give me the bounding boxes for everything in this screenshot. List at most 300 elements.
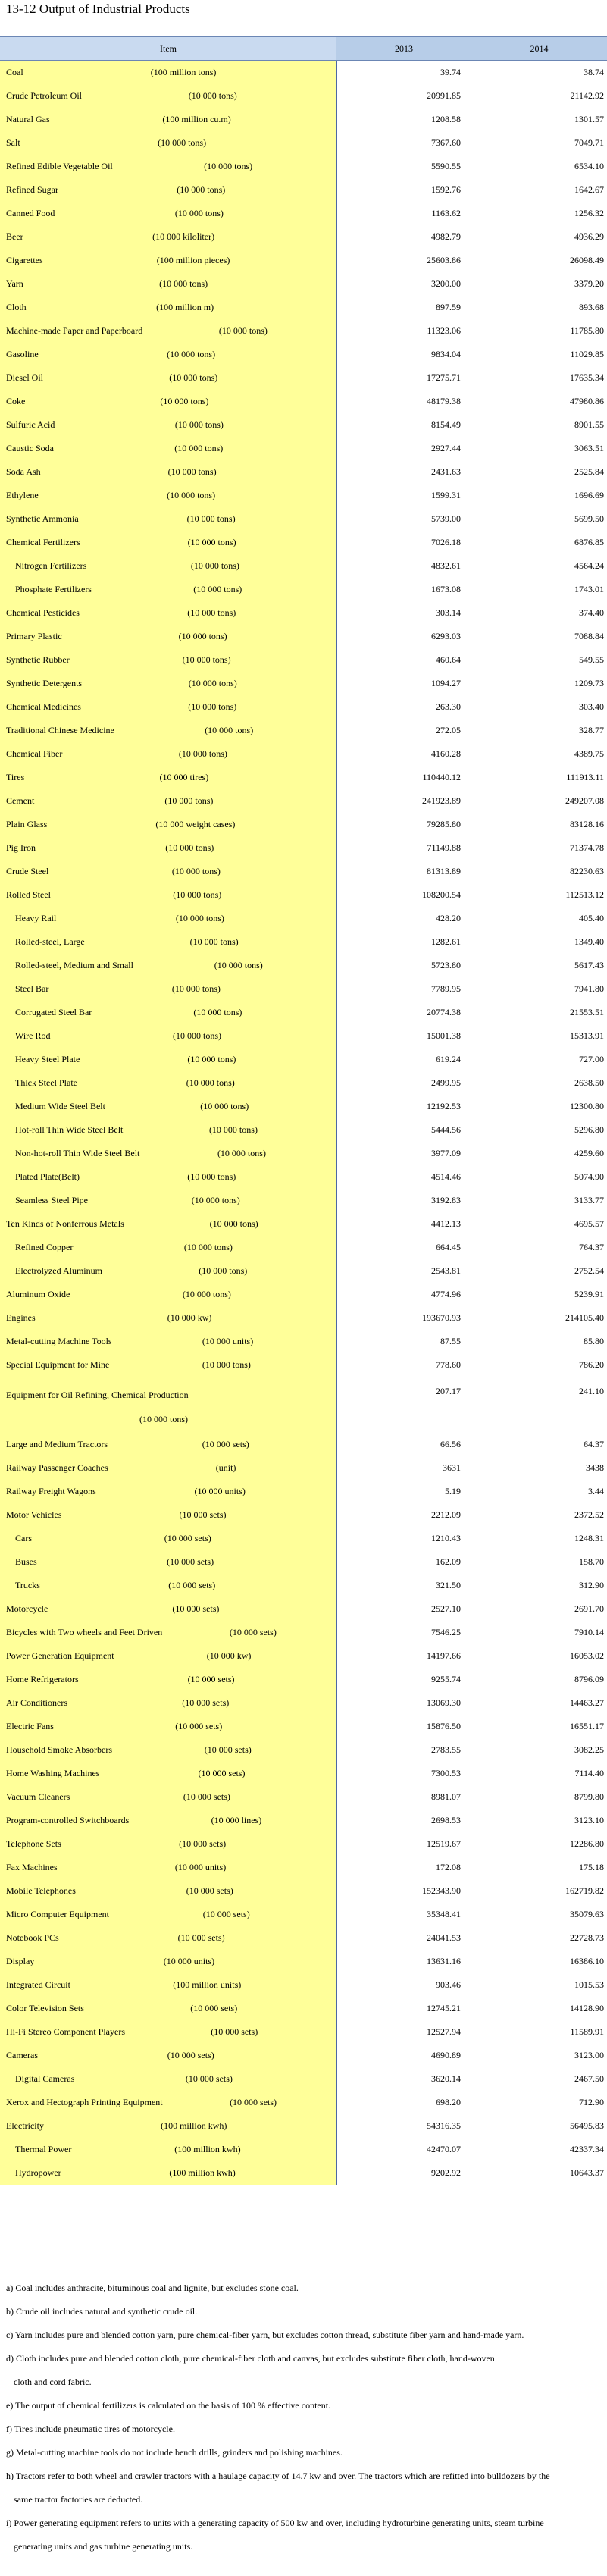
item-name: Refined Sugar (6, 184, 58, 195)
value-2013: 303.14 (436, 607, 461, 618)
item-unit: (10 000 sets) (182, 1697, 230, 1708)
value-2013: 619.24 (436, 1054, 461, 1064)
item-name: Cement (6, 795, 35, 806)
table-row (0, 742, 607, 766)
value-2013: 5.19 (445, 1486, 461, 1496)
value-2013: 20991.85 (427, 90, 461, 101)
table-row (0, 202, 607, 225)
item-name: Motorcycle (6, 1603, 48, 1614)
item-name: Display (6, 1956, 35, 1966)
item-name: Phosphate Fertilizers (15, 584, 92, 594)
value-2014: 727.00 (579, 1054, 604, 1064)
value-2014: 4695.57 (574, 1218, 604, 1229)
item-cell (0, 742, 336, 766)
footnote-continuation: cloth and cord fabric. (14, 2377, 92, 2387)
item-cell (0, 672, 336, 695)
item-cell (0, 390, 336, 413)
table-row (0, 1024, 607, 1048)
footnote (6, 2512, 601, 2559)
value-2013: 71149.88 (427, 842, 461, 853)
value-2013: 48179.38 (427, 396, 461, 406)
item-unit: (100 million kwh) (161, 2120, 227, 2131)
item-unit: (10 000 sets) (202, 1439, 249, 1449)
value-2013: 5590.55 (431, 161, 461, 171)
table-row (0, 390, 607, 413)
table-row (0, 648, 607, 672)
item-cell (0, 1377, 336, 1433)
value-2013: 778.60 (436, 1359, 461, 1370)
value-2014: 26098.49 (570, 255, 604, 265)
item-cell (0, 1926, 336, 1950)
item-name: Corrugated Steel Bar (15, 1007, 92, 1017)
footnote (6, 2418, 601, 2441)
item-name: Tires (6, 772, 25, 782)
value-2013: 9202.92 (431, 2167, 461, 2178)
item-cell (0, 1095, 336, 1118)
value-2014: 2372.52 (574, 1509, 604, 1520)
value-2014: 71374.78 (570, 842, 604, 853)
value-2013: 1282.61 (431, 936, 461, 947)
value-2013: 193670.93 (422, 1312, 461, 1323)
item-unit: (unit) (215, 1462, 236, 1473)
item-cell (0, 1189, 336, 1212)
item-unit: (100 million cu.m) (162, 114, 231, 124)
item-cell (0, 789, 336, 813)
item-unit: (10 000 sets) (177, 1932, 225, 1943)
table-row (0, 836, 607, 860)
value-2014: 14128.90 (570, 2003, 604, 2013)
item-name: Nitrogen Fertilizers (15, 560, 87, 571)
item-name: Power Generation Equipment (6, 1650, 114, 1661)
table-row (0, 1212, 607, 1236)
footnote-text: i) Power generating equipment refers to units with a generating capacity of 500 kw and over, including hydroturbine generating units, steam turbine (6, 2518, 544, 2528)
table-row (0, 343, 607, 366)
value-2013: 897.59 (436, 302, 461, 312)
item-name: Coal (6, 67, 23, 77)
item-unit: (10 000 tons) (183, 1242, 233, 1252)
value-2014: 42337.34 (570, 2144, 604, 2155)
value-2014: 3082.25 (574, 1744, 604, 1755)
value-2014: 21142.92 (570, 90, 604, 101)
value-2014: 5296.80 (574, 1124, 604, 1135)
item-name: Home Washing Machines (6, 1768, 100, 1778)
item-name: Synthetic Detergents (6, 678, 83, 688)
item-name: Chemical Medicines (6, 701, 81, 712)
item-unit: (10 000 sets) (183, 1791, 230, 1802)
value-2014: 22728.73 (570, 1932, 604, 1943)
item-unit: (10 000 tons) (177, 184, 226, 195)
item-name: Wire Rod (15, 1030, 51, 1041)
item-cell (0, 860, 336, 883)
table-row (0, 1353, 607, 1377)
table-row (0, 1071, 607, 1095)
item-cell (0, 1903, 336, 1926)
item-name: Non-hot-roll Thin Wide Steel Belt (15, 1148, 140, 1158)
item-cell (0, 554, 336, 578)
value-2013: 12745.21 (427, 2003, 461, 2013)
item-unit: (10 000 sets) (190, 2003, 238, 2013)
item-unit: (10 000 kiloliter) (152, 231, 215, 242)
value-2013: 460.64 (436, 654, 461, 665)
value-2014: 3123.10 (574, 1815, 604, 1825)
value-2014: 3438 (586, 1462, 604, 1473)
table-row (0, 2114, 607, 2138)
table-row (0, 1095, 607, 1118)
value-2014: 7088.84 (574, 631, 604, 641)
value-2014: 214105.40 (565, 1312, 604, 1323)
value-2013: 3631 (443, 1462, 461, 1473)
item-cell (0, 460, 336, 484)
table-row (0, 1189, 607, 1212)
value-2013: 12527.94 (427, 2026, 461, 2037)
table-row (0, 672, 607, 695)
item-name: Bicycles with Two wheels and Feet Driven (6, 1627, 163, 1637)
item-unit: (10 000 tons) (193, 1007, 242, 1017)
item-cell (0, 366, 336, 390)
value-2013: 4412.13 (431, 1218, 461, 1229)
value-2013: 428.20 (436, 913, 461, 923)
value-2014: 712.90 (579, 2097, 604, 2107)
value-2013: 3977.09 (431, 1148, 461, 1158)
footnote (6, 2347, 601, 2394)
value-2013: 2212.09 (431, 1509, 461, 1520)
item-unit: (10 000 tons) (205, 725, 254, 735)
value-2013: 3200.00 (431, 278, 461, 289)
table-row (0, 460, 607, 484)
item-unit: (10 000 tons) (188, 90, 237, 101)
item-name: Color Television Sets (6, 2003, 84, 2013)
value-2014: 241.10 (579, 1386, 604, 1396)
value-2014: 11589.91 (570, 2026, 604, 2037)
item-unit: (10 000 sets) (230, 2097, 277, 2107)
value-2013: 15876.50 (427, 1721, 461, 1731)
item-unit: (10 000 tons) (178, 748, 227, 759)
item-unit: (10 000 sets) (164, 1533, 211, 1543)
item-unit: (10 000 units) (174, 1862, 227, 1872)
value-2014: 83128.16 (570, 819, 604, 829)
item-cell (0, 2161, 336, 2185)
item-name: Canned Food (6, 208, 55, 218)
item-unit: (10 000 tons) (174, 419, 224, 430)
value-2013: 2499.95 (431, 1077, 461, 1088)
item-name: Rolled-steel, Medium and Small (15, 960, 133, 970)
table-row (0, 272, 607, 296)
item-name: Plain Glass (6, 819, 48, 829)
item-unit: (10 000 tons) (182, 654, 231, 665)
item-cell (0, 648, 336, 672)
table-row (0, 977, 607, 1001)
item-cell (0, 930, 336, 954)
item-cell (0, 1071, 336, 1095)
item-name: Fax Machines (6, 1862, 58, 1872)
table-row (0, 1903, 607, 1926)
item-unit: (10 000 tires) (159, 772, 209, 782)
value-2013: 698.20 (436, 2097, 461, 2107)
footnote-text: c) Yarn includes pure and blended cotton yarn, pure chemical-fiber yarn, but excludes cotton thread, substitute fiber yarn and hand-made yarn. (6, 2330, 524, 2340)
item-unit: (10 000 lines) (211, 1815, 262, 1825)
value-2014: 249207.08 (565, 795, 604, 806)
value-2013: 4690.89 (431, 2050, 461, 2060)
item-unit: (10 000 tons) (173, 889, 222, 900)
value-2014: 5699.50 (574, 513, 604, 524)
footnote-text: e) The output of chemical fertilizers is calculated on the basis of 100 % effective content. (6, 2400, 331, 2411)
item-cell (0, 413, 336, 437)
item-cell (0, 1024, 336, 1048)
value-2014: 3063.51 (574, 443, 604, 453)
item-name: Chemical Fertilizers (6, 537, 80, 547)
value-2014: 5074.90 (574, 1171, 604, 1182)
item-unit: (10 000 sets) (179, 1838, 227, 1849)
value-2014: 4936.29 (574, 231, 604, 242)
item-cell (0, 2114, 336, 2138)
table-row (0, 2044, 607, 2067)
table-header-row (0, 37, 607, 61)
table-row (0, 695, 607, 719)
item-name: Chemical Fiber (6, 748, 63, 759)
table-row (0, 813, 607, 836)
item-cell (0, 2020, 336, 2044)
value-2013: 3620.14 (431, 2073, 461, 2084)
item-unit: (10 000 tons) (189, 936, 239, 947)
page-title: 13-12 Output of Industrial Products (6, 2, 190, 16)
item-cell (0, 1048, 336, 1071)
item-cell (0, 1527, 336, 1550)
item-cell (0, 1738, 336, 1762)
item-cell (0, 1997, 336, 2020)
value-2013: 8154.49 (431, 419, 461, 430)
item-cell (0, 578, 336, 601)
item-name: Synthetic Ammonia (6, 513, 79, 524)
item-unit: (10 000 sets) (167, 1556, 214, 1567)
table-row (0, 625, 607, 648)
value-2014: 8901.55 (574, 419, 604, 430)
item-name: Buses (15, 1556, 37, 1567)
item-unit: (10 000 sets) (211, 2026, 258, 2037)
item-unit: (10 000 tons) (139, 1414, 188, 1424)
footnote-text: g) Metal-cutting machine tools do not include bench drills, grinders and polishing machines. (6, 2447, 343, 2458)
table-row (0, 178, 607, 202)
value-2014: 2525.84 (574, 466, 604, 477)
table-row (0, 413, 607, 437)
item-unit: (10 000 tons) (169, 372, 218, 383)
footnote (6, 2465, 601, 2512)
value-2014: 8796.09 (574, 1674, 604, 1684)
value-2013: 110440.12 (422, 772, 461, 782)
item-cell (0, 766, 336, 789)
table-row (0, 789, 607, 813)
item-cell (0, 719, 336, 742)
value-2014: 85.80 (584, 1336, 604, 1346)
value-2013: 1599.31 (431, 490, 461, 500)
item-cell (0, 1691, 336, 1715)
value-2013: 2927.44 (431, 443, 461, 453)
value-2013: 321.50 (436, 1580, 461, 1590)
item-name: Railway Freight Wagons (6, 1486, 96, 1496)
item-name: Yarn (6, 278, 23, 289)
item-name: Ethylene (6, 490, 39, 500)
output-table-container (0, 36, 607, 2185)
item-unit: (10 000 tons) (217, 1148, 266, 1158)
value-2014: 7910.14 (574, 1627, 604, 1637)
value-2014: 16053.02 (570, 1650, 604, 1661)
value-2014: 312.90 (579, 1580, 604, 1590)
item-unit: (10 000 sets) (172, 1603, 220, 1614)
value-2013: 2431.63 (431, 466, 461, 477)
item-unit: (10 000 units) (194, 1486, 246, 1496)
value-2013: 12519.67 (427, 1838, 461, 1849)
item-name: Cloth (6, 302, 27, 312)
item-name: Natural Gas (6, 114, 50, 124)
value-2013: 1094.27 (431, 678, 461, 688)
item-name: Household Smoke Absorbers (6, 1744, 112, 1755)
item-unit: (10 000 units) (202, 1336, 254, 1346)
table-row (0, 1856, 607, 1879)
value-2014: 5617.43 (574, 960, 604, 970)
item-cell (0, 1950, 336, 1973)
item-cell (0, 1283, 336, 1306)
table-row (0, 954, 607, 977)
value-2014: 3379.20 (574, 278, 604, 289)
item-name: Rolled-steel, Large (15, 936, 85, 947)
value-2014: 3133.77 (574, 1195, 604, 1205)
item-unit: (10 000 tons) (187, 1054, 236, 1064)
item-cell (0, 1550, 336, 1574)
item-name: Large and Medium Tractors (6, 1439, 108, 1449)
item-cell (0, 131, 336, 155)
value-2014: 1349.40 (574, 936, 604, 947)
item-name: Crude Petroleum Oil (6, 90, 82, 101)
value-2014: 1248.31 (574, 1533, 604, 1543)
value-2013: 9834.04 (431, 349, 461, 359)
item-cell (0, 1715, 336, 1738)
value-2014: 1696.69 (574, 490, 604, 500)
table-row (0, 554, 607, 578)
item-unit: (10 000 tons) (167, 349, 216, 359)
item-unit: (10 000 tons) (199, 1265, 248, 1276)
item-unit: (10 000 tons) (160, 396, 209, 406)
item-name: Heavy Rail (15, 913, 57, 923)
item-cell (0, 343, 336, 366)
item-name: Telephone Sets (6, 1838, 61, 1849)
item-unit: (10 000 weight cases) (155, 819, 236, 829)
value-2014: 16551.17 (570, 1721, 604, 1731)
value-2014: 56495.83 (570, 2120, 604, 2131)
value-2014: 4259.60 (574, 1148, 604, 1158)
item-unit: (10 000 tons) (178, 631, 227, 641)
item-cell (0, 296, 336, 319)
item-cell (0, 202, 336, 225)
item-unit: (10 000 sets) (185, 2073, 233, 2084)
value-2014: 8799.80 (574, 1791, 604, 1802)
value-2013: 42470.07 (427, 2144, 461, 2155)
value-2013: 2527.10 (431, 1603, 461, 1614)
item-unit: (100 million pieces) (156, 255, 230, 265)
value-2013: 12192.53 (427, 1101, 461, 1111)
value-2014: 35079.63 (570, 1909, 604, 1919)
item-name: Seamless Steel Pipe (15, 1195, 88, 1205)
item-name: Air Conditioners (6, 1697, 67, 1708)
item-cell (0, 625, 336, 648)
value-2014: 4564.24 (574, 560, 604, 571)
table-row (0, 1762, 607, 1785)
table-row (0, 1668, 607, 1691)
value-2014: 64.37 (584, 1439, 604, 1449)
value-2014: 1015.53 (574, 1979, 604, 1990)
footnotes (6, 2277, 601, 2559)
value-2013: 2543.81 (431, 1265, 461, 1276)
item-name: Thermal Power (15, 2144, 72, 2155)
item-name: Rolled Steel (6, 889, 51, 900)
item-cell (0, 1456, 336, 1480)
item-cell (0, 1259, 336, 1283)
value-2014: 6876.85 (574, 537, 604, 547)
footnote-continuation: same tractor factories are deducted. (14, 2494, 143, 2505)
value-2014: 10643.37 (570, 2167, 604, 2178)
value-2013: 35348.41 (427, 1909, 461, 1919)
table-row (0, 1259, 607, 1283)
table-row (0, 296, 607, 319)
value-2014: 14463.27 (570, 1697, 604, 1708)
item-unit: (10 000 tons) (167, 466, 217, 477)
value-2013: 1210.43 (431, 1533, 461, 1543)
item-name: Electricity (6, 2120, 44, 2131)
item-name: Home Refrigerators (6, 1674, 79, 1684)
value-2013: 8981.07 (431, 1791, 461, 1802)
table-row (0, 1832, 607, 1856)
table-row (0, 1377, 607, 1433)
value-2013: 15001.38 (427, 1030, 461, 1041)
table-row (0, 1306, 607, 1330)
table-row (0, 1574, 607, 1597)
value-2013: 1673.08 (431, 584, 461, 594)
table-row (0, 1118, 607, 1142)
table-row (0, 225, 607, 249)
value-2014: 12300.80 (570, 1101, 604, 1111)
value-2014: 158.70 (579, 1556, 604, 1567)
item-cell (0, 1306, 336, 1330)
value-2013: 7300.53 (431, 1768, 461, 1778)
item-cell (0, 813, 336, 836)
item-unit: (10 000 tons) (173, 1030, 221, 1041)
item-cell (0, 1973, 336, 1997)
value-2014: 2691.70 (574, 1603, 604, 1614)
value-2013: 207.17 (436, 1386, 461, 1396)
item-unit: (10 000 tons) (159, 278, 208, 289)
value-2014: 15313.91 (570, 1030, 604, 1041)
item-unit: (10 000 tons) (171, 983, 221, 994)
item-cell (0, 1503, 336, 1527)
item-name: Notebook PCs (6, 1932, 59, 1943)
value-2014: 1209.73 (574, 678, 604, 688)
value-2013: 25603.86 (427, 255, 461, 265)
item-name: Soda Ash (6, 466, 41, 477)
value-2014: 5239.91 (574, 1289, 604, 1299)
item-unit: (10 000 tons) (165, 842, 214, 853)
item-cell (0, 1785, 336, 1809)
table-row (0, 1433, 607, 1456)
table-row (0, 131, 607, 155)
value-2013: 5444.56 (431, 1124, 461, 1135)
footnote (6, 2441, 601, 2465)
item-name: Primary Plastic (6, 631, 62, 641)
item-unit: (10 000 tons) (182, 1289, 231, 1299)
table-row (0, 319, 607, 343)
value-2014: 549.55 (579, 654, 604, 665)
footnote-text: a) Coal includes anthracite, bituminous coal and lignite, but excludes stone coal. (6, 2283, 299, 2293)
item-name: Beer (6, 231, 23, 242)
item-cell (0, 1480, 336, 1503)
value-2013: 108200.54 (422, 889, 461, 900)
